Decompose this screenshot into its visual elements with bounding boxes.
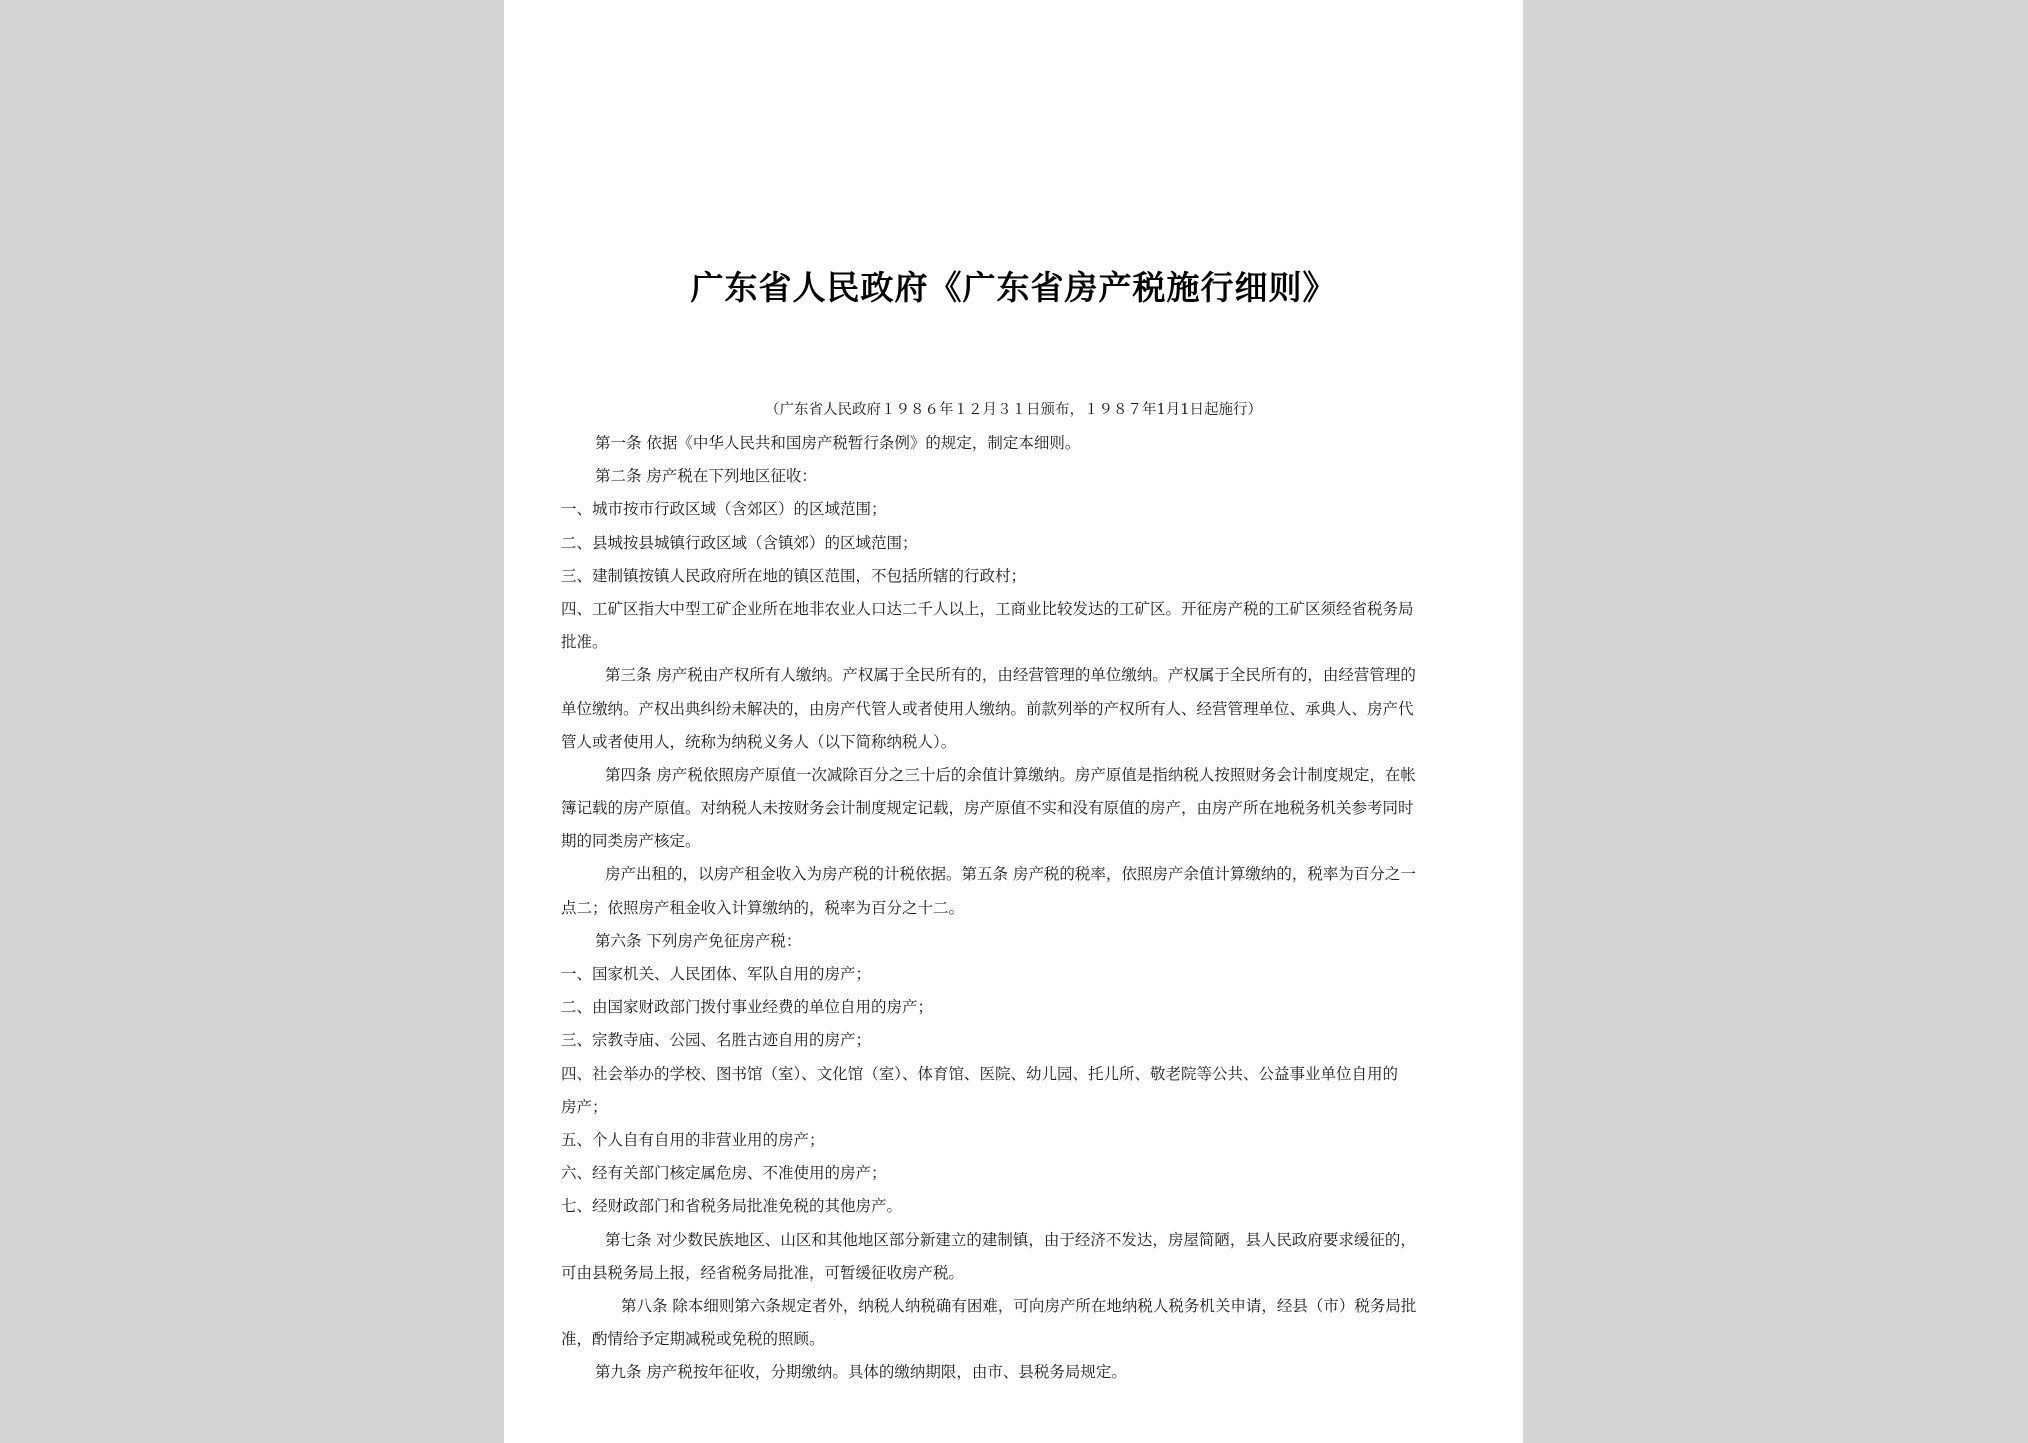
article-6-item-1: 一、国家机关、人民团体、军队自用的房产； — [561, 965, 872, 983]
article-1-line: 第一条 依据《中华人民共和国房产税暂行条例》的规定，制定本细则。 — [595, 434, 1081, 452]
article-2-line: 第二条 房产税在下列地区征收： — [595, 467, 817, 486]
document-page — [504, 0, 1523, 1443]
article-9-line: 第九条 房产税按年征收，分期缴纳。具体的缴纳期限，由市、县税务局规定。 — [595, 1363, 1127, 1382]
article-6-item-4: 四、社会举办的学校、图书馆（室）、文化馆（室）、体育馆、医院、幼儿园、托儿所、敬老院等公共、公益事业单位自用的 — [561, 1064, 1399, 1083]
article-7-line-1: 第七条 对少数民族地区、山区和其他地区部分新建立的建制镇，由于经济不发达，房屋简陋，县人民政府要求缓征的， — [605, 1230, 1416, 1249]
article-6-line: 第六条 下列房产免征房产税： — [595, 931, 802, 950]
article-6-item-2: 二、由国家财政部门拨付事业经费的单位自用的房产； — [561, 998, 934, 1017]
article-8-line-1: 第八条 除本细则第六条规定者外，纳税人纳税确有困难，可向房产所在地纳税人税务机关申请，经县（市）税务局批 — [621, 1296, 1417, 1315]
article-4-line-3: 期的同类房产核定。 — [561, 832, 701, 851]
document-title: 广东省人民政府《广东省房产税施行细则》 — [690, 268, 1337, 307]
article-8-line-2: 准，酌情给予定期减税或免税的照顾。 — [561, 1330, 825, 1349]
article-5-line-2: 点二；依照房产租金收入计算缴纳的，税率为百分之十二。 — [561, 898, 965, 917]
article-2-item-1: 一、城市按市行政区域（含郊区）的区域范围； — [561, 500, 887, 519]
article-2-item-3: 三、建制镇按镇人民政府所在地的镇区范围，不包括所辖的行政村； — [561, 566, 1027, 585]
article-3-line-1: 第三条 房产税由产权所有人缴纳。产权属于全民所有的，由经营管理的单位缴纳。产权属于全民所有的，由经营管理的 — [605, 666, 1416, 685]
article-2-item-4: 四、工矿区指大中型工矿企业所在地非农业人口达二千人以上，工商业比较发达的工矿区。开征房产税的工矿区须经省税务局 — [561, 599, 1414, 618]
article-4-line-1: 第四条 房产税依照房产原值一次减除百分之三十后的余值计算缴纳。房产原值是指纳税人按照财务会计制度规定，在帐 — [605, 765, 1416, 784]
document-subtitle: （广东省人民政府１９８６年１２月３１日颁布，１９８７年1月1日起施行） — [765, 402, 1262, 418]
article-3-line-2: 单位缴纳。产权出典纠纷未解决的，由房产代管人或者使用人缴纳。前款列举的产权所有人、经营管理单位、承典人、房产代 — [561, 699, 1414, 718]
article-5-line-1: 房产出租的，以房产租金收入为房产税的计税依据。第五条 房产税的税率，依照房产余值计算缴纳的，税率为百分之一 — [605, 865, 1416, 884]
article-4-line-2: 簿记载的房产原值。对纳税人未按财务会计制度规定记载，房产原值不实和没有原值的房产，由房产所在地税务机关参考同时 — [561, 799, 1414, 818]
article-7-line-2: 可由县税务局上报，经省税务局批准，可暂缓征收房产税。 — [561, 1263, 965, 1282]
article-6-item-3: 三、宗教寺庙、公园、名胜古迹自用的房产； — [561, 1031, 872, 1050]
article-2-item-4-cont: 批准。 — [561, 633, 608, 652]
article-3-line-3: 管人或者使用人，统称为纳税义务人（以下简称纳税人）。 — [561, 732, 957, 751]
document-body — [561, 427, 1471, 1389]
article-6-item-4-cont: 房产； — [561, 1097, 608, 1116]
article-6-item-6: 六、经有关部门核定属危房、不准使用的房产； — [561, 1164, 887, 1183]
article-6-item-7: 七、经财政部门和省税务局批准免税的其他房产。 — [561, 1197, 903, 1216]
article-6-item-5: 五、个人自有自用的非营业用的房产； — [561, 1130, 825, 1149]
article-2-item-2: 二、县城按县城镇行政区域（含镇郊）的区域范围； — [561, 533, 918, 552]
